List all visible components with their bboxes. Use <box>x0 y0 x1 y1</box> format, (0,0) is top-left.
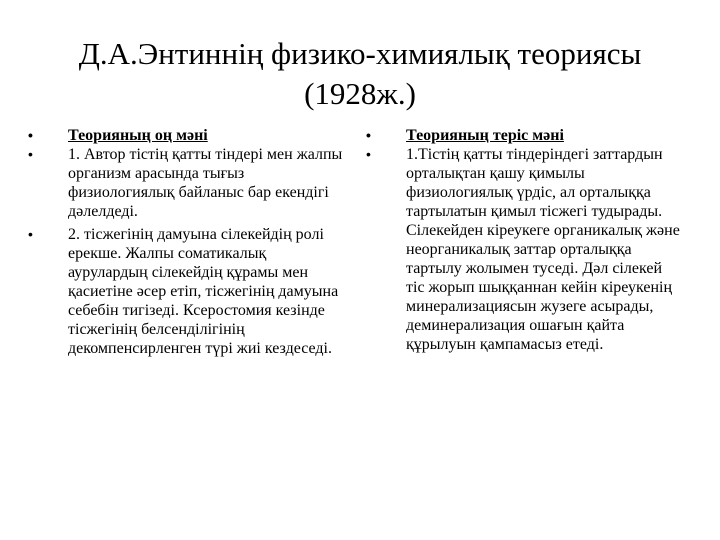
right-column-header <box>366 126 684 145</box>
left-column <box>28 126 348 358</box>
left-item-text: 1. Автор тістің қатты тіндері мен жалпы организм арасында тығыз физиологиялық байланыс бар екендігі дәлелдеді. <box>68 146 343 220</box>
left-item-text: 2. тісжегінің дамуына сілекейдің ролі ерекше. Жалпы соматикалық аурулардың сілекейдің құрамы мен қасиетіне әсер етіп, тісжегінің дамуына себебін тигізеді. Ксеростомия кезінде тісжегінің белсенділігінің декомпенсирленген түрі жиі кездеседі. <box>68 226 339 357</box>
right-list-item <box>366 145 684 354</box>
right-header-text: Теорияның теріс мәні <box>406 127 564 144</box>
left-header-text: Теорияның оң мәні <box>68 127 208 144</box>
bullet-icon: • <box>28 146 33 162</box>
left-list-item <box>28 225 348 358</box>
left-column-header <box>28 126 348 145</box>
slide-title <box>40 34 680 114</box>
slide-title-line-2: (1928ж.) <box>304 76 416 111</box>
left-list-item <box>28 145 348 221</box>
bullet-icon: • <box>28 226 33 242</box>
bullet-icon: • <box>366 127 371 143</box>
bullet-icon: • <box>366 146 371 162</box>
slide-title-line-1: Д.А.Энтиннің физико-химиялық теориясы <box>78 36 642 71</box>
bullet-icon: • <box>28 127 33 143</box>
right-item-text: 1.Тістің қатты тіндеріндегі заттардын орталықтан қашу қимылы физиологиялық үрдіс, ал орталыққа тартылатын қимыл тісжегі тудырады. Сілекейден кіреукеге органикалық және неорганикалық заттар орталыққа тартылу жолымен туседі. Дәл сілекей тіс жорып шыққаннан кейін кіреукенің минерализациясын жузеге асырады, деминерализация ошағын қайта құрылуын қампамасыз етеді. <box>406 146 680 353</box>
right-column <box>366 126 684 354</box>
